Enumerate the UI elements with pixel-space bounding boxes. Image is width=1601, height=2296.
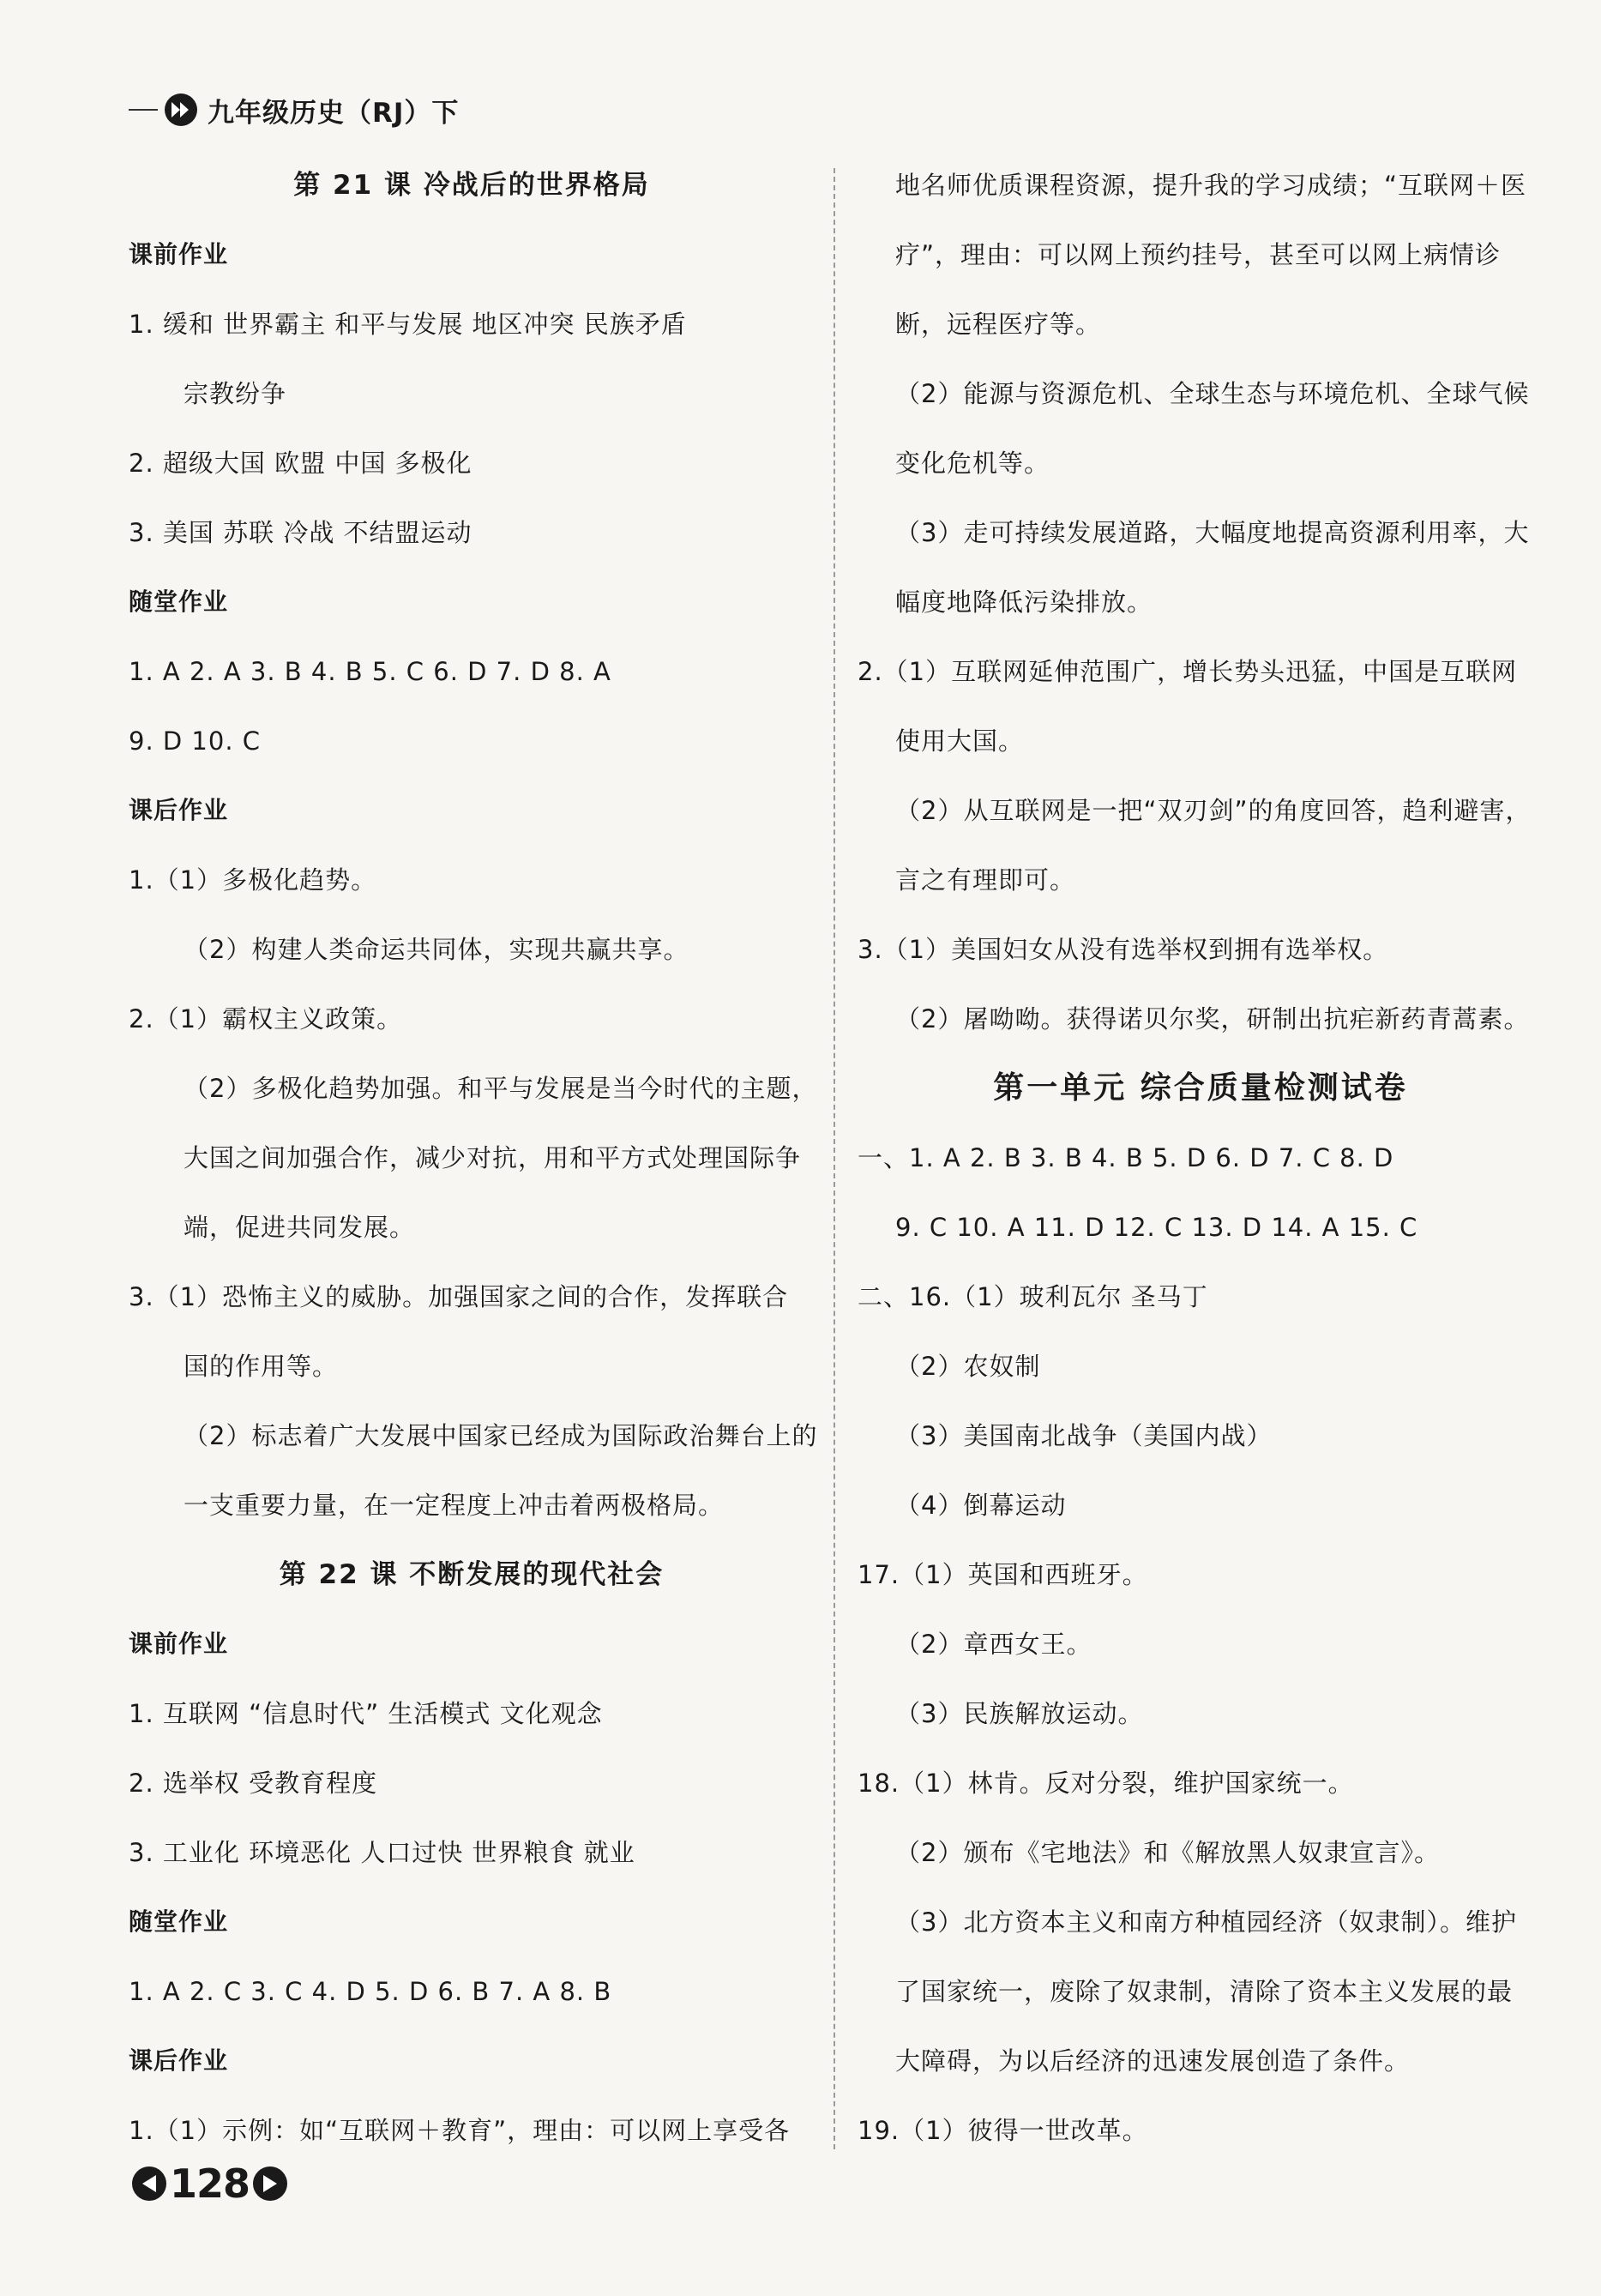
fast-forward-icon [163,92,199,128]
answer-line: 1. A 2. C 3. C 4. D 5. D 6. B 7. A 8. B [129,1977,612,2006]
answer-line: （2）农奴制 [895,1352,1041,1381]
answer-line: （2）颁布《宅地法》和《解放黑人奴隶宣言》。 [895,1838,1440,1867]
answer-line: （2）构建人类命运共同体，实现共赢共享。 [184,935,689,964]
answer-line: 端，促进共同发展。 [184,1213,416,1242]
answer-line: （2）从互联网是一把“双刃剑”的角度回答，趋利避害， [895,796,1532,825]
answer-line: 2.（1）互联网延伸范围广，增长势头迅猛，中国是互联网 [858,657,1518,686]
answer-line: 宗教纷争 [184,379,287,408]
answer-line: （2）多极化趋势加强。和平与发展是当今时代的主题， [184,1074,818,1103]
answer-line: 2. 选举权 受教育程度 [129,1769,378,1798]
answer-line: （2）章西女王。 [895,1630,1092,1659]
answer-line: （2）能源与资源危机、全球生态与环境危机、全球气候 [895,379,1530,408]
answer-line: （3）美国南北战争（美国内战） [895,1421,1273,1450]
answer-line: 17.（1）英国和西班牙。 [858,1560,1148,1589]
answer-line: 18.（1）林肯。反对分裂，维护国家统一。 [858,1769,1354,1798]
page-number-badge [130,2160,289,2208]
answer-line: 一支重要力量，在一定程度上冲击着两极格局。 [184,1491,725,1520]
answer-line: 使用大国。 [895,726,1025,756]
section-heading: 课后作业 [129,2046,229,2075]
column-divider [834,168,835,2149]
answer-line: 地名师优质课程资源，提升我的学习成绩；“互联网＋医 [895,171,1527,200]
answer-line: 幅度地降低污染排放。 [895,588,1153,617]
answer-line: 大国之间加强合作，减少对抗，用和平方式处理国际争 [184,1143,802,1172]
left-column [129,158,818,2172]
answer-line: 1.（1）多极化趋势。 [129,865,377,895]
arrow-right-icon [251,2165,289,2203]
page-header [129,89,459,130]
answer-line: 3.（1）美国妇女从没有选举权到拥有选举权。 [858,935,1389,964]
answer-line: （2）屠呦呦。获得诺贝尔奖，研制出抗疟新药青蒿素。 [895,1004,1530,1034]
header-rule [129,109,158,111]
answer-line: 二、16.（1）玻利瓦尔 圣马丁 [858,1282,1208,1311]
lesson-title: 第 21 课 冷战后的世界格局 [293,170,650,201]
answer-line: 了国家统一，废除了奴隶制，清除了资本主义发展的最 [895,1977,1514,2006]
answer-line: （3）北方资本主义和南方种植园经济（奴隶制）。维护 [895,1907,1517,1937]
answer-line: 1. 缓和 世界霸主 和平与发展 地区冲突 民族矛盾 [129,310,687,339]
answer-line: 大障碍，为以后经济的迅速发展创造了条件。 [895,2046,1411,2076]
answer-line: 一、1. A 2. B 3. B 4. B 5. D 6. D 7. C 8. D [858,1143,1394,1172]
answer-line: 2. 超级大国 欧盟 中国 多极化 [129,449,472,478]
answer-line: （4）倒幕运动 [895,1491,1067,1520]
section-heading: 随堂作业 [129,588,229,616]
answer-line: 3.（1）恐怖主义的威胁。加强国家之间的合作，发挥联合 [129,1282,789,1311]
answer-line: 1. 互联网 “信息时代” 生活模式 文化观念 [129,1699,603,1728]
section-heading: 课后作业 [129,796,229,824]
answer-line: （3）走可持续发展道路，大幅度地提高资源利用率，大 [895,518,1530,547]
answer-line: 1. A 2. A 3. B 4. B 5. C 6. D 7. D 8. A [129,657,611,686]
answer-line: （3）民族解放运动。 [895,1699,1144,1728]
answer-line: 3. 工业化 环境恶化 人口过快 世界粮食 就业 [129,1838,635,1867]
right-column [858,158,1544,2172]
answer-line: 3. 美国 苏联 冷战 不结盟运动 [129,518,472,547]
section-heading: 课前作业 [129,1630,229,1658]
answer-line: 国的作用等。 [184,1352,339,1381]
arrow-left-icon [130,2165,168,2203]
answer-line: 变化危机等。 [895,449,1050,478]
answer-line: 19.（1）彼得一世改革。 [858,2116,1148,2145]
answer-line: 2.（1）霸权主义政策。 [129,1004,403,1034]
answer-line: 1.（1）示例：如“互联网＋教育”，理由：可以网上享受各 [129,2116,791,2145]
answer-line: 疗”，理由：可以网上预约挂号，甚至可以网上病情诊 [895,240,1502,269]
page-number: 128 [170,2160,250,2207]
answer-line: （2）标志着广大发展中国家已经成为国际政治舞台上的 [184,1421,818,1450]
answer-line: 断，远程医疗等。 [895,310,1102,339]
lesson-title: 第 22 课 不断发展的现代社会 [279,1559,665,1590]
answer-line: 9. D 10. C [129,726,262,756]
header-title: 九年级历史（RJ）下 [208,97,460,129]
section-heading: 随堂作业 [129,1907,229,1936]
unit-title: 第一单元 综合质量检测试卷 [993,1070,1408,1106]
section-heading: 课前作业 [129,240,229,268]
answer-line: 言之有理即可。 [895,865,1076,895]
answer-line: 9. C 10. A 11. D 12. C 13. D 14. A 15. C [895,1213,1418,1242]
